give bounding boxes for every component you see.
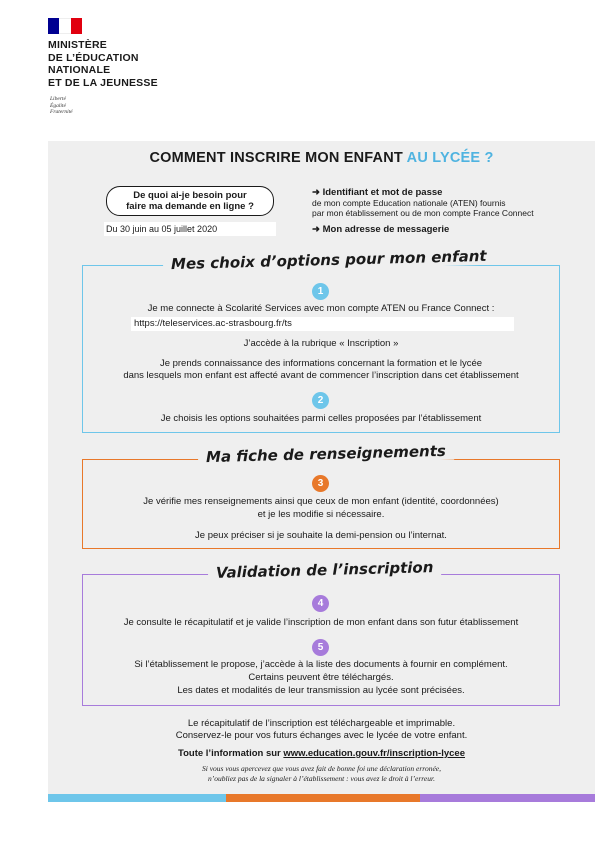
footer-info-prefix: Toute l’information sur: [178, 748, 284, 759]
section-info-sheet-title: Ma fiche de renseignements: [198, 442, 454, 467]
section-options: [82, 246, 560, 433]
step-3-line1: Je vérifie mes renseignements ainsi que ceux de mon enfant (identité, coordonnées): [143, 496, 499, 507]
requirement-email: ➜ Mon adresse de messagerie: [312, 224, 450, 235]
step-2-badge: 2: [312, 392, 329, 409]
color-bar-orange: [226, 794, 420, 802]
step-5-line3: Les dates et modalités de leur transmission au lycée sont précisées.: [177, 685, 465, 696]
color-bar-blue: [48, 794, 226, 802]
requirement-credentials-title: ➜ Identifiant et mot de passe: [312, 187, 443, 198]
education-website-link[interactable]: www.education.gouv.fr/inscription-lycee: [283, 748, 465, 759]
section-info-sheet: [82, 441, 560, 549]
step-4-badge: 4: [312, 595, 329, 612]
step-3-badge: 3: [312, 475, 329, 492]
footer-note-line1: Si vous vous apercevez que vous avez fait de bonne foi une déclaration erronée,: [202, 764, 441, 773]
motto-liberte: Liberté: [50, 96, 66, 102]
ministry-line-2: DE L’ÉDUCATION: [48, 51, 139, 64]
footer-note-line2: n’oubliez pas de la signaler à l’établissement : vous avez le droit à l’erreur.: [208, 774, 435, 783]
footer-recap-line1: Le récapitulatif de l’inscription est téléchargeable et imprimable.: [187, 718, 456, 729]
republic-motto: [50, 96, 73, 116]
page-title: [48, 150, 595, 166]
step-1-connect-text: Je me connecte à Scolarité Services avec mon compte ATEN ou France Connect :: [147, 303, 495, 314]
step-4-text: Je consulte le récapitulatif et je valide l’inscription de mon enfant dans son futur établissement: [123, 617, 519, 628]
motto-egalite: Égalité: [50, 102, 66, 109]
step-5-line2: Certains peuvent être téléchargés.: [248, 672, 394, 683]
section-options-title: Mes choix d’options pour mon enfant: [163, 247, 495, 274]
ministry-line-3: NATIONALE: [48, 64, 111, 76]
pill-line-2: faire ma demande en ligne ?: [126, 201, 254, 212]
step-3-line3: Je peux préciser si je souhaite la demi-pension ou l’internat.: [195, 530, 447, 541]
needs-question-pill: [106, 186, 274, 216]
color-bar-purple: [420, 794, 595, 802]
registration-dates: Du 30 juin au 05 juillet 2020: [104, 222, 276, 236]
title-main: COMMENT INSCRIRE MON ENFANT: [149, 150, 407, 166]
title-accent: AU LYCÉE ?: [406, 150, 494, 166]
requirement-credentials-line3: par mon établissement ou de mon compte France Connect: [312, 208, 534, 218]
step-5-line1: Si l’établissement le propose, j’accède à la liste des documents à fournir en complément.: [134, 659, 508, 670]
footer-recap-line2: Conservez-le pour vos futurs échanges avec le lycée de votre enfant.: [175, 730, 468, 741]
step-5-badge: 5: [312, 639, 329, 656]
footer-info: [48, 748, 595, 760]
ministry-line-1: MINISTÈRE: [48, 39, 107, 51]
section-validation-title: Validation de l’inscription: [208, 558, 442, 582]
step-1-info-line2: dans lesquels mon enfant est affecté avant de commencer l’inscription dans cet établissement: [123, 370, 519, 381]
step-1-info-line1: Je prends connaissance des informations concernant la formation et le lycée: [159, 358, 483, 369]
ministry-line-4: ET DE LA JEUNESSE: [48, 76, 158, 89]
step-3-line2: et je les modifie si nécessaire.: [257, 509, 385, 520]
requirement-credentials: [312, 187, 592, 218]
step-2-text: Je choisis les options souhaitées parmi celles proposées par l’établissement: [160, 413, 482, 424]
pill-line-1: De quoi ai-je besoin pour: [133, 190, 247, 201]
motto-fraternite: Fraternité: [50, 109, 73, 115]
french-flag-logo: [48, 18, 82, 34]
section-validation: [82, 558, 560, 706]
step-1-inscription-text: J’accède à la rubrique « Inscription »: [243, 338, 399, 349]
teleservices-link[interactable]: https://teleservices.ac-strasbourg.fr/ts: [131, 317, 514, 331]
step-1-badge: 1: [312, 283, 329, 300]
requirement-credentials-line2: de mon compte Education nationale (ATEN) fournis: [312, 198, 506, 208]
ministry-name: [48, 39, 158, 89]
